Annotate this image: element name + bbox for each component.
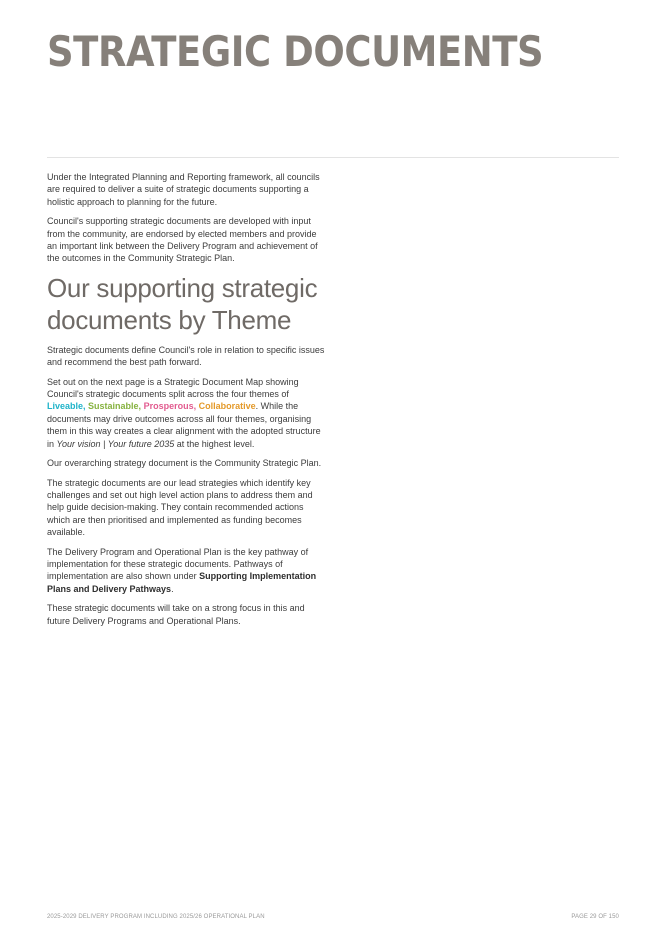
section-paragraph-4: The strategic documents are our lead strategies which identify key challenges and set out high level action plans to address them and help guide decision-making. They contain recommended actions which are then prioritised and implemented as funding becomes available. xyxy=(47,477,313,538)
theme-sustainable: Sustainable, xyxy=(88,401,142,412)
section-paragraph-1: Strategic documents define Council's role in relation to specific issues and recommend the best path forward. xyxy=(47,344,325,368)
section-paragraph-5 xyxy=(47,546,327,596)
theme-collaborative: Collaborative xyxy=(198,401,256,412)
footer-document-title: 2025-2029 DELIVERY PROGRAM INCLUDING 2025/26 OPERATIONAL PLAN xyxy=(47,914,265,920)
bold-reference: Supporting Implementation Plans and Delivery Pathways xyxy=(47,571,317,594)
intro-paragraph-1: Under the Integrated Planning and Reporting framework, all councils are required to deliver a suite of strategic documents supporting a holistic approach to planning for the future. xyxy=(47,172,320,207)
page-title: STRATEGIC DOCUMENTS xyxy=(47,27,544,76)
paragraph-text: . xyxy=(171,583,174,594)
footer-page-number: PAGE 29 OF 150 xyxy=(571,914,619,920)
section-paragraph-3: Our overarching strategy document is the Community Strategic Plan. xyxy=(47,458,322,469)
theme-prosperous: Prosperous, xyxy=(143,401,197,412)
divider xyxy=(47,157,619,158)
paragraph-text: at the highest level. xyxy=(174,438,255,449)
intro-paragraph-2: Council's supporting strategic documents are developed with input from the community, are endorsed by elected members and provide an important link between the Delivery Program and achievement of the outcomes in the Community Strategic Plan. xyxy=(47,216,318,264)
section-paragraph-6: These strategic documents will take on a strong focus in this and future Delivery Programs and Operational Plans. xyxy=(47,603,305,626)
paragraph-text: The Delivery Program and Operational Plan is the key pathway of implementation for these strategic documents. Pathways of implementation are also shown under xyxy=(47,546,309,582)
section-heading: Our supporting strategic documents by Theme xyxy=(47,272,318,335)
paragraph-text: Set out on the next page is a Strategic Document Map showing Council's strategic documents split across the four themes of xyxy=(47,376,299,400)
plan-name-italic: Your vision | Your future 2035 xyxy=(56,438,175,449)
main-content xyxy=(47,171,327,634)
paragraph-text: . While the documents may drive outcomes across all four themes, organising them in this way creates a clear alignment with the adopted structure in xyxy=(47,401,321,449)
theme-liveable: Liveable, xyxy=(47,401,86,412)
section-paragraph-2 xyxy=(47,376,327,450)
